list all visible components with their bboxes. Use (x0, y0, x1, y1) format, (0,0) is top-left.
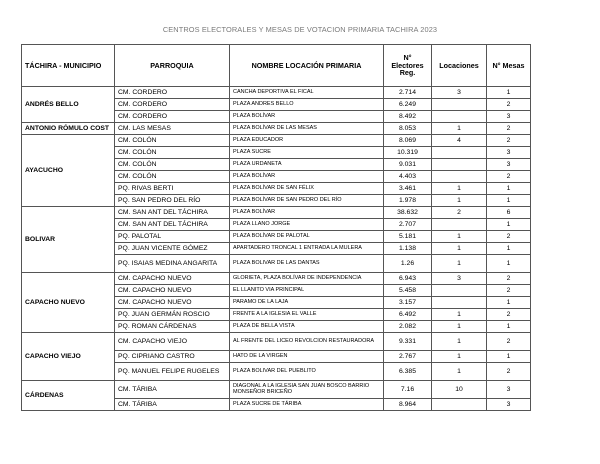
mesas-cell: 2 (487, 285, 531, 297)
parroquia-cell: CM. COLÓN (115, 171, 230, 183)
mesas-cell: 1 (487, 87, 531, 99)
location-cell: PLAZA BOLÍVAR DE LAS MESAS (230, 123, 384, 135)
locaciones-cell: 1 (432, 333, 487, 351)
parroquia-cell: PQ. SAN PEDRO DEL RÍO (115, 195, 230, 207)
mesas-cell: 2 (487, 273, 531, 285)
locaciones-cell (432, 159, 487, 171)
table-header-row (22, 45, 531, 87)
mesas-cell: 2 (487, 309, 531, 321)
electores-cell: 38.632 (384, 207, 432, 219)
mesas-cell: 3 (487, 159, 531, 171)
mesas-cell: 3 (487, 381, 531, 399)
locaciones-cell (432, 297, 487, 309)
location-cell: PLAZA SUCRE DE TÁRIBA (230, 399, 384, 411)
locaciones-cell: 3 (432, 87, 487, 99)
table-row (22, 135, 531, 147)
electores-cell: 9.031 (384, 159, 432, 171)
mesas-cell: 2 (487, 135, 531, 147)
municipio-cell: ANDRÉS BELLO (22, 87, 115, 123)
mesas-cell: 2 (487, 171, 531, 183)
electores-cell: 1.138 (384, 243, 432, 255)
locaciones-cell: 2 (432, 207, 487, 219)
electores-cell: 2.714 (384, 87, 432, 99)
electores-cell: 2.767 (384, 351, 432, 363)
locaciones-cell: 1 (432, 363, 487, 381)
table-row (22, 123, 531, 135)
mesas-cell: 2 (487, 363, 531, 381)
location-cell: PLAZA URDANETA (230, 159, 384, 171)
location-cell: PLAZA BOLÍVAR DE SAN FÉLIX (230, 183, 384, 195)
electores-cell: 5.181 (384, 231, 432, 243)
parroquia-cell: CM. CORDERO (115, 87, 230, 99)
location-cell: EL LLANITO VIA PRINCIPAL (230, 285, 384, 297)
parroquia-cell: PQ. PALOTAL (115, 231, 230, 243)
municipio-cell: ANTONIO RÓMULO COST (22, 123, 115, 135)
mesas-cell: 2 (487, 99, 531, 111)
mesas-cell: 6 (487, 207, 531, 219)
location-cell: DIAGONAL A LA IGLESIA SAN JUAN BOSCO BARRIO MONSEÑOR BRICEÑO (230, 381, 384, 399)
location-cell: PLAZA BOLIVAR DEL PUEBLITO (230, 363, 384, 381)
parroquia-cell: PQ. CIPRIANO CASTRO (115, 351, 230, 363)
header-parroquia: PARROQUIA (115, 45, 230, 87)
electores-cell: 8.964 (384, 399, 432, 411)
parroquia-cell: PQ. JUAN VICENTE GÓMEZ (115, 243, 230, 255)
table-row (22, 333, 531, 351)
location-cell: PLAZA BOLÍVAR (230, 207, 384, 219)
location-cell: PLAZA BOLÍVAR (230, 111, 384, 123)
electores-cell: 6.943 (384, 273, 432, 285)
locaciones-cell (432, 147, 487, 159)
electores-cell: 6.249 (384, 99, 432, 111)
mesas-cell: 3 (487, 147, 531, 159)
parroquia-cell: CM. CAPACHO NUEVO (115, 297, 230, 309)
locaciones-cell: 1 (432, 321, 487, 333)
electores-cell: 9.331 (384, 333, 432, 351)
table-row (22, 381, 531, 399)
mesas-cell: 1 (487, 195, 531, 207)
mesas-cell: 1 (487, 243, 531, 255)
parroquia-cell: PQ. ISAIAS MEDINA ANGARITA (115, 255, 230, 273)
locaciones-cell (432, 219, 487, 231)
electores-cell: 8.492 (384, 111, 432, 123)
parroquia-cell: CM. COLÓN (115, 147, 230, 159)
parroquia-cell: CM. SAN ANT DEL TÁCHIRA (115, 207, 230, 219)
mesas-cell: 3 (487, 111, 531, 123)
electores-cell: 7.16 (384, 381, 432, 399)
parroquia-cell: CM. CORDERO (115, 111, 230, 123)
location-cell: PLAZA SUCRE (230, 147, 384, 159)
header-localizacion: NOMBRE LOCACIÓN PRIMARIA (230, 45, 384, 87)
mesas-cell: 2 (487, 231, 531, 243)
parroquia-cell: CM. CAPACHO VIEJO (115, 333, 230, 351)
mesas-cell: 1 (487, 255, 531, 273)
electores-cell: 2.707 (384, 219, 432, 231)
mesas-cell: 1 (487, 183, 531, 195)
table-row (22, 207, 531, 219)
locaciones-cell: 1 (432, 183, 487, 195)
parroquia-cell: PQ. MANUEL FELIPE RUGELES (115, 363, 230, 381)
parroquia-cell: PQ. ROMAN CÁRDENAS (115, 321, 230, 333)
location-cell: PLAZA BOLIVAR DE LAS DANTAS (230, 255, 384, 273)
parroquia-cell: CM. COLÓN (115, 159, 230, 171)
parroquia-cell: CM. CAPACHO NUEVO (115, 285, 230, 297)
location-cell: GLORIETA, PLAZA BOLÍVAR DE INDEPENDENCIA (230, 273, 384, 285)
locaciones-cell: 1 (432, 255, 487, 273)
locaciones-cell: 1 (432, 195, 487, 207)
electores-cell: 2.082 (384, 321, 432, 333)
electores-cell: 6.385 (384, 363, 432, 381)
parroquia-cell: CM. TÁRIBA (115, 381, 230, 399)
parroquia-cell: CM. LAS MESAS (115, 123, 230, 135)
locaciones-cell: 1 (432, 243, 487, 255)
header-mesas: N° Mesas (487, 45, 531, 87)
mesas-cell: 2 (487, 123, 531, 135)
location-cell: PLAZA ANDRES BELLO (230, 99, 384, 111)
municipio-cell: AYACUCHO (22, 135, 115, 207)
parroquia-cell: CM. TÁRIBA (115, 399, 230, 411)
locaciones-cell: 10 (432, 381, 487, 399)
header-electores: N° Electores Reg. (384, 45, 432, 87)
locaciones-cell (432, 171, 487, 183)
parroquia-cell: CM. CORDERO (115, 99, 230, 111)
location-cell: PARAMO DE LA LAJA (230, 297, 384, 309)
electores-cell: 8.069 (384, 135, 432, 147)
municipio-cell: CAPACHO VIEJO (22, 333, 115, 381)
municipio-cell: CÁRDENAS (22, 381, 115, 411)
location-cell: PLAZA DE BELLA VISTA (230, 321, 384, 333)
location-cell: PLAZA LLANO JORGE (230, 219, 384, 231)
location-cell: AL FRENTE DEL LICEO REVOLCION RESTAURADORA (230, 333, 384, 351)
table-row (22, 87, 531, 99)
parroquia-cell: CM. COLÓN (115, 135, 230, 147)
electores-cell: 6.492 (384, 309, 432, 321)
electores-cell: 1.26 (384, 255, 432, 273)
electores-cell: 8.053 (384, 123, 432, 135)
electores-cell: 10.319 (384, 147, 432, 159)
document-title: CENTROS ELECTORALES Y MESAS DE VOTACION PRIMARIA TACHIRA 2023 (162, 25, 438, 34)
location-cell: HATO DE LA VIRGEN (230, 351, 384, 363)
mesas-cell: 3 (487, 399, 531, 411)
mesas-cell: 1 (487, 321, 531, 333)
electoral-centers-table (21, 44, 531, 411)
parroquia-cell: PQ. JUAN GERMÁN ROSCIO (115, 309, 230, 321)
locaciones-cell (432, 399, 487, 411)
locaciones-cell: 1 (432, 351, 487, 363)
location-cell: FRENTE A LA IGLESIA EL VALLE (230, 309, 384, 321)
locaciones-cell: 3 (432, 273, 487, 285)
location-cell: PLAZA EDUCADOR (230, 135, 384, 147)
locaciones-cell (432, 285, 487, 297)
electores-cell: 1.978 (384, 195, 432, 207)
table-body (22, 87, 531, 411)
locaciones-cell: 4 (432, 135, 487, 147)
mesas-cell: 1 (487, 219, 531, 231)
electores-cell: 5.458 (384, 285, 432, 297)
mesas-cell: 1 (487, 297, 531, 309)
location-cell: APARTADERO TRONCAL 1 ENTRADA LA MULERA (230, 243, 384, 255)
electores-cell: 3.157 (384, 297, 432, 309)
header-municipio: TÁCHIRA - MUNICIPIO (22, 45, 115, 87)
locaciones-cell: 1 (432, 123, 487, 135)
mesas-cell: 2 (487, 333, 531, 351)
parroquia-cell: CM. CAPACHO NUEVO (115, 273, 230, 285)
mesas-cell: 1 (487, 351, 531, 363)
locaciones-cell: 1 (432, 231, 487, 243)
locaciones-cell: 1 (432, 309, 487, 321)
electores-cell: 3.461 (384, 183, 432, 195)
municipio-cell: CAPACHO NUEVO (22, 273, 115, 333)
parroquia-cell: PQ. RIVAS BERTI (115, 183, 230, 195)
electores-cell: 4.403 (384, 171, 432, 183)
municipio-cell: BOLIVAR (22, 207, 115, 273)
location-cell: CANCHA DEPORTIVA EL FICAL (230, 87, 384, 99)
parroquia-cell: CM. SAN ANT DEL TÁCHIRA (115, 219, 230, 231)
location-cell: PLAZA BOLÍVAR (230, 171, 384, 183)
locaciones-cell (432, 111, 487, 123)
header-locaciones: Locaciones (432, 45, 487, 87)
location-cell: PLAZA BOLÍVAR DE PALOTAL (230, 231, 384, 243)
locaciones-cell (432, 99, 487, 111)
table-row (22, 273, 531, 285)
location-cell: PLAZA BOLÍVAR DE SAN PEDRO DEL RÍO (230, 195, 384, 207)
